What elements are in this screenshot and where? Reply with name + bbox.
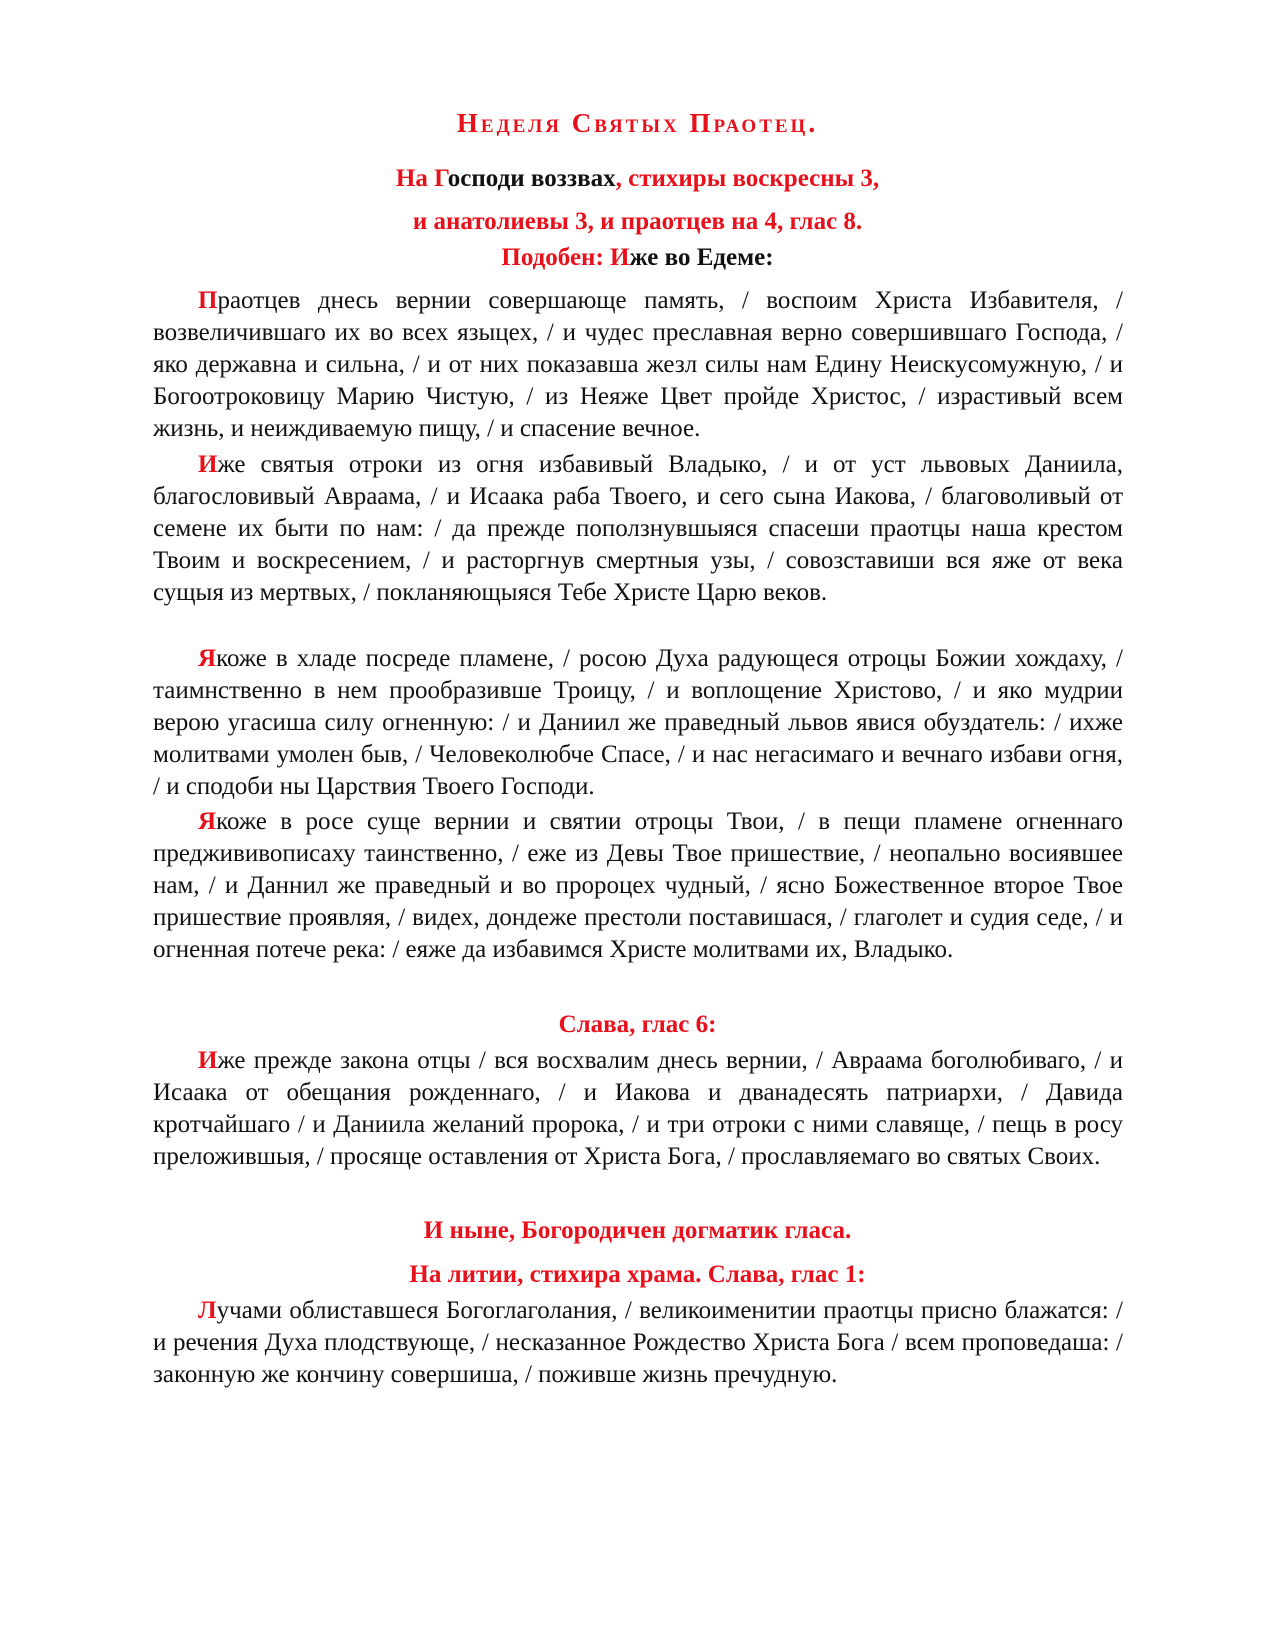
- sticheron-text: раотцев днесь вернии совершающе память, / воспоим Христа Избавителя, / возвеличившаго их во всех языцех, / и чудес преславная верно совершившаго Господа, / яко державна и сильна, / и от них показавша жезл силы нам Едину Неискусомужную, / и Богоотроковицу Марию Чистую, / из Неяже Цвет пройде Христос, / израстивый всем жизнь, и неиждиваемую пищу, / и спасение вечное.: [153, 287, 1123, 442]
- rubric-initial: И: [610, 244, 630, 271]
- page-title: Неделя Святых Праотец.: [456, 108, 819, 138]
- drop-initial: И: [198, 451, 218, 478]
- incipit-text: осподи воззвах: [447, 165, 616, 192]
- drop-initial: И: [198, 1047, 218, 1074]
- rubric-heading-vespers: [0, 163, 1275, 195]
- sticheron-text: же святыя отроки из огня избавивый Владыко, / и от уст львовых Даниила, благословивый Авраама, / и Исаака раба Твоего, и сего сына Иакова, / благоволивый от семене их быти по нам: / да прежде поползнувшыяся спасеши праотцы наша крестом Твоим и воскресением, / и расторгнув смертныя узы, / совозставиши вся яже от века сущыя из мертвых, / покланяющыяся Тебе Христе Царю веков.: [153, 451, 1123, 606]
- rubric-heading-litia: На литии, стихира храма. Слава, глас 1:: [409, 1261, 866, 1288]
- rubric-text: На: [395, 165, 435, 192]
- sticheron-text: учами облиставшеся Богоглаголания, / великоименитии праотцы присно блажатся: / и речения Духа плодствующе, / несказанное Рождество Христа Бога / всем проповедаша: / законную же кончину совершиша, / поживше жизнь пречудную.: [153, 1297, 1123, 1388]
- sticheron-2: [153, 449, 1123, 609]
- rubric-heading-slava: Слава, глас 6:: [558, 1011, 717, 1038]
- incipit-text: же во Едеме:: [629, 244, 774, 271]
- rubric-text: , стихиры воскресны 3,: [615, 165, 880, 192]
- slava-sticheron: [153, 1045, 1123, 1173]
- rubric-initial: Г: [434, 165, 448, 192]
- sticheron-3: [153, 643, 1123, 803]
- rubric-heading-inyne: И ныне, Богородичен догматик гласа.: [423, 1217, 852, 1244]
- drop-initial: Я: [198, 645, 217, 672]
- litia-sticheron: [153, 1295, 1123, 1391]
- rubric-heading-podoben: [0, 242, 1275, 274]
- sticheron-4: [153, 806, 1123, 966]
- sticheron-text: коже в росе суще вернии и святии отроцы Твои, / в пещи пламене огненнаго преджививописаху таинственно, / еже из Девы Твое пришествие, / неопально восиявшее нам, / и Даннил же праведный и во пророцех чудный, / ясно Божественное второе Твое пришествие проявляя, / видех, дондеже престоли поставишася, / глаголет и судия седе, / и огненная потече река: / еяже да избавимся Христе молитвами их, Владыко.: [153, 808, 1123, 963]
- drop-initial: Я: [198, 808, 217, 835]
- rubric-heading-stichera: и анатолиевы 3, и праотцев на 4, глас 8.: [412, 208, 863, 235]
- sticheron-text: коже в хладе посреде пламене, / росою Духа радующеся отроцы Божии хождаху, / таимнственно в нем прообразивше Троицу, / и воплощение Христово, / и яко мудрии верою угасиша силу огненную: / и Даниил же праведный львов явися обуздатель: / ихже молитвами умолен быв, / Человеколюбче Спасе, / и нас негасимаго и вечнаго избави огня, / и сподоби ны Царствия Твоего Господи.: [153, 645, 1123, 800]
- sticheron-1: [153, 285, 1123, 445]
- sticheron-text: же прежде закона отцы / вся восхвалим днесь вернии, / Авраама боголюбиваго, / и Исаака от обещания рожденнаго, / и Иакова и дванадесять патриархи, / Давида кротчайшаго / и Даниила желаний пророка, / и три отроки с ними славяще, / пещь в росу преложившыя, / просяще оставления от Христа Бога, / прославляемаго во святых Своих.: [153, 1047, 1123, 1170]
- drop-initial: Л: [198, 1297, 217, 1324]
- rubric-text: Подобен:: [501, 244, 611, 271]
- drop-initial: П: [198, 287, 218, 314]
